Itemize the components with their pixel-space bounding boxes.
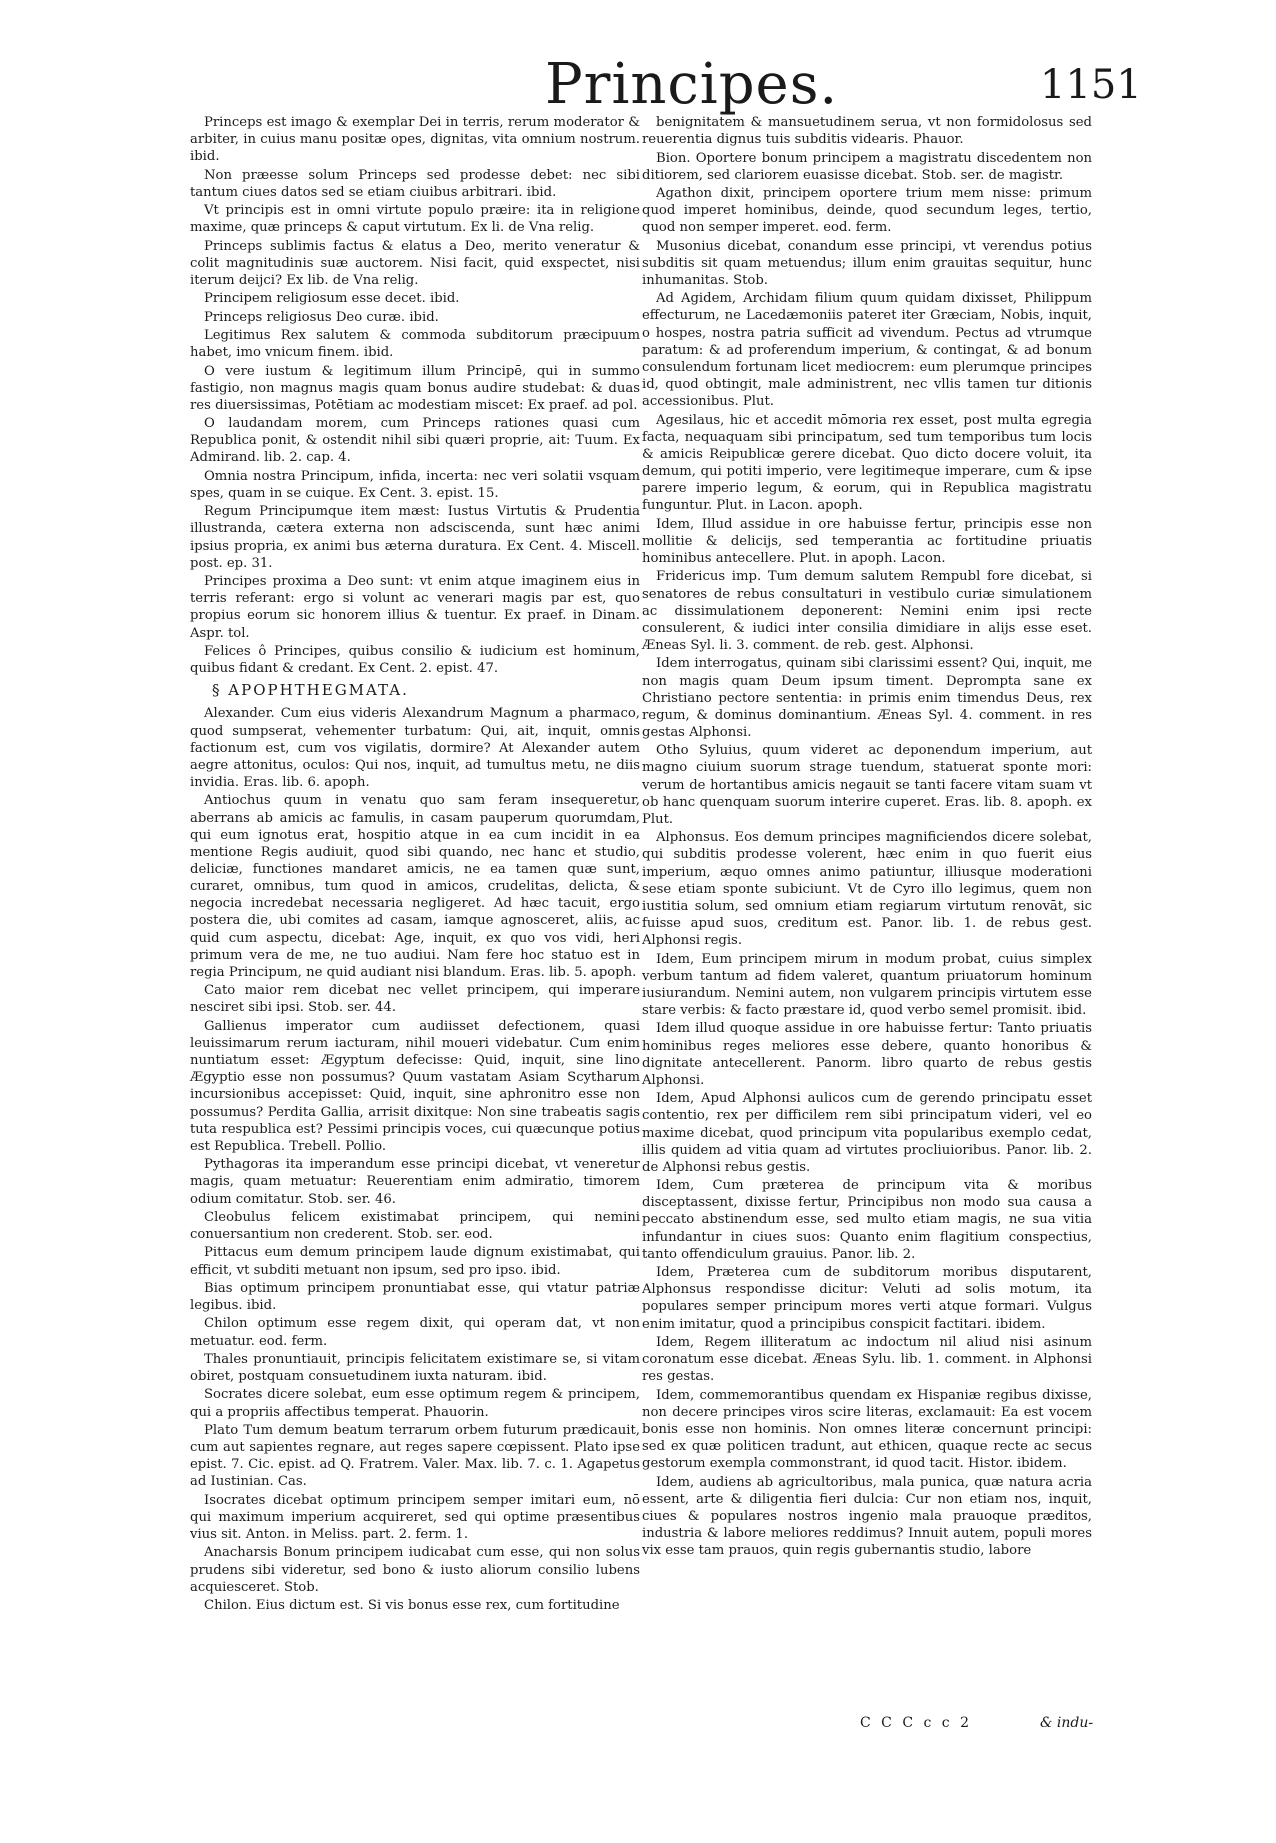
paragraph: Fridericus imp. Tum demum salutem Rempubl fore dicebat, si senatores de rebus consultaturi in vestibulo curiæ simulationem ac dissimulationem deponerent: Nemini enim ipsi recte consulerent, & iudici inter consilia dimidiare in alijs esse eset. Æneas Syl. li. 3. comment. de reb. gest. Alphonsi. <box>642 569 1092 653</box>
paragraph: Principem religiosum esse decet. ibid. <box>204 291 460 307</box>
paragraph: Chilon optimum esse regem dixit, qui operam dat, vt non metuatur. eod. ferm. <box>190 1316 640 1349</box>
paragraph: Idem, commemorantibus quendam ex Hispaniæ regibus dixisse, non decere principes viros scire literas, exclamauit: Ea est vocem bonis esse non hominis. Non omnes literæ concernunt principi: sed ex quæ politicen tradunt, aut ethicen, quaque recte ac secus gestorum exempla commonstrant, id quod tacit. Histor. ibidem. <box>642 1387 1092 1472</box>
paragraph: Cato maior rem dicebat nec vellet principem, qui imperare nesciret sibi ipsi. Stob. ser. 44. <box>190 983 640 1016</box>
page-number: 1151 <box>1040 62 1142 108</box>
page-title: Principes. <box>545 52 839 117</box>
paragraph: Omnia nostra Principum, infida, incerta: nec veri solatii vsquam spes, quam in se cuique. Ex Cent. 3. epist. 15. <box>190 468 640 501</box>
paragraph: Agathon dixit, principem oportere trium mem nisse: primum quod imperet hominibus, deinde, quod secundum leges, tertio, quod non semper imperet. eod. ferm. <box>642 186 1092 236</box>
paragraph: Gallienus imperator cum audiisset defectionem, quasi leuissimarum rerum iacturam, nihil moueri videbatur. Cum enim nuntiatum esset: Ægyptum defecisse: Quid, inquit, sine lino Ægyptio esse non possumus? Quum vastatam Asiam Scytharum incursionibus accepisset: Quid, inquit, sine aphronitro esse non possumus? Perdita Gallia, arrisit dixitque: Non sine trabeatis sagis tuta respublica est? Pessimi principis voces, cui quæcunque potius est Republica. Trebell. Pollio. <box>190 1018 640 1154</box>
paragraph: Idem interrogatus, quinam sibi clarissimi essent? Qui, inquit, me non magis quam Deum ipsum timent. Deprompta sane ex Christiano pectore sententia: in primis enim timendus Deus, rex regum, & dominus dominantium. Æneas Syl. 4. comment. in res gestas Alphonsi. <box>642 656 1092 740</box>
paragraph: Pythagoras ita imperandum esse principi dicebat, vt veneretur magis, quam metuatur: Reuerentiam enim admiratio, timorem odium comitatur. Stob. ser. 46. <box>190 1157 640 1207</box>
paragraph: Idem, Eum principem mirum in modum probat, cuius simplex verbum tantum ad fidem valeret, quantum priuatorum hominum iusiurandum. Nemini autem, non vulgarem principis virtutem esse stare verbis: & facto præstare id, quod verbo semel promisit. ibid. <box>642 951 1092 1019</box>
paragraph: Ad Agidem, Archidam filium quum quidam dixisset, Philippum effecturum, ne Lacedæmoniis pateret iter Græciam, Nobis, inquit, o hospes, nostra patria sufficit ad vivendum. Pectus ad vtrumque paratum: & ad proferendum imperium, & contingat, & ad bonum consulendum fortunam licet mediocrem: eum plerumque principes id, quod obtingit, male administrent, nec vllis tamen tur ditionis accessionibus. Plut. <box>642 291 1092 410</box>
paragraph: Idem, Cum præterea de principum vita & moribus disceptassent, dixisse fertur, Principibus non modo sua causa a peccato abstinendum esse, sed multo etiam magis, ne sua vitia infundantur in ciues suos: Quanto enim flagitium conspectius, tanto offendiculum grauius. Panor. lib. 2. <box>642 1178 1092 1262</box>
paragraph: O laudandam morem, cum Princeps rationes quasi cum Republica ponit, & ostendit nihil sibi quæri proprie, ait: Tuum. Ex Admirand. lib. 2. cap. 4. <box>190 416 640 466</box>
paragraph: Felices ô Principes, quibus consilio & iudicium est hominum, quibus fidant & credant. Ex Cent. 2. epist. 47. <box>190 643 640 677</box>
paragraph: Cleobulus felicem existimabat principem, qui nemini conuersantium non crederent. Stob. ser. eod. <box>190 1209 640 1243</box>
paragraph: Idem, Regem illiteratum ac indoctum nil aliud nisi asinum coronatum esse dicebat. Æneas Sylu. lib. 1. comment. in Alphonsi res gestas. <box>642 1334 1092 1385</box>
paragraph: Idem, audiens ab agricultoribus, mala punica, quæ natura acria essent, arte & diligentia fieri dulcia: Cur non etiam nos, inquit, ciues & populares nostros ingenio mala prauoque præditos, industria & labore meliores reddimus? Innuit autem, populi mores vix esse tam prauos, quin regis gubernantis studio, labore <box>642 1474 1092 1559</box>
paragraph: Principes proxima a Deo sunt: vt enim atque imaginem eius in terris referant: ergo si volunt ac venerari magis par est, quo propius eorum sic honorem illius & tuentur. Ex praef. in Dinam. Aspr. tol. <box>190 574 640 641</box>
paragraph: Non præesse solum Princeps sed prodesse debet: nec sibi tantum ciues datos sed se etiam ciuibus arbitrari. ibid. <box>190 167 640 200</box>
signature-mark: C C C c c 2 <box>860 1715 972 1731</box>
left-column <box>190 114 640 1615</box>
paragraph: O vere iustum & legitimum illum Principē, qui in summo fastigio, non magnus magis quam bonus audire studebat: & duas res diuersissimas, Potētiam ac modestiam miscet: Ex praef. ad pol. <box>190 363 640 413</box>
paragraph: Antiochus quum in venatu quo sam feram insequeretur, aberrans ab amicis ac famulis, in casam pauperum quorumdam, qui eum ignotus erat, hospitio atque in ea cum incidit in ea mentione Regis audiuit, quod sibi quando, nec hanc et studio, deliciæ, functiones mandaret amicis, ne ea tamen quæ sunt, curaret, omnibus, tum quod in amicos, crudelitas, delicta, & negocia incredebat necessaria negligeret. Ad hæc tacuit, ergo postera die, ubi comites ad casam, iamque agnosceret, aliis, ac quid cum aspectu, dicebat: Age, inquit, ex quo vos vidi, heri primum vera de me, ne tuo audiui. Nam fere hoc statuo est in regia Principum, ne quid audiant nisi blandum. Eras. lib. 5. apoph. <box>190 793 640 980</box>
paragraph: Idem, Illud assidue in ore habuisse fertur, principis esse non mollitie & delicijs, sed temperantia ac fortitudine priuatis hominibus antecellere. Plut. in apoph. Lacon. <box>642 516 1092 567</box>
paragraph: Bias optimum principem pronuntiabat esse, qui vtatur patriæ legibus. ibid. <box>190 1280 640 1314</box>
paragraph: Musonius dicebat, conandum esse principi, vt verendus potius subditis sit quam metuendus; illum enim grauitas sequitur, hunc inhumanitas. Stob. <box>642 238 1092 288</box>
paragraph: Princeps religiosus Deo curæ. ibid. <box>204 309 439 325</box>
paragraph: Idem, Præterea cum de subditorum moribus disputarent, Alphonsus respondisse dicitur: Veluti ad solis motum, ita populares semper principum mores verti atque formari. Vulgus enim imitatur, quod a principibus conspicit factitari. ibidem. <box>642 1265 1092 1332</box>
paragraph: Otho Syluius, quum videret ac deponendum imperium, aut magno ciuium suorum strage tuendum, statuerat sponte mori: verum de hortantibus amicis negauit se tanti facere vitam suam vt ob hanc quenquam suorum interire cuperet. Eras. lib. 8. apoph. ex Plut. <box>642 743 1092 827</box>
paragraph: Princeps est imago & exemplar Dei in terris, rerum moderator & arbiter, in cuius manu positæ opes, dignitas, vita omnium nostrum. ibid. <box>190 115 640 165</box>
catchword: & indu- <box>1040 1715 1094 1731</box>
paragraph: Regum Principumque item mæst: Iustus Virtutis & Prudentia illustranda, cætera externa non adsciscenda, sunt hæc animi ipsius propria, ex animi bus æterna duratura. Ex Cent. 4. Miscell. post. ep. 31. <box>190 504 640 571</box>
paragraph: Anacharsis Bonum principem iudicabat cum esse, qui non solus prudens sibi videretur, sed bono & iusto aliorum consilio lubens acquiesceret. Stob. <box>190 1545 640 1595</box>
paragraph: Agesilaus, hic et accedit mōmoria rex esset, post multa egregia facta, nequaquam sibi principatum, sed tum temporibus tum locis & amicis Reipublicæ gerere dicebat. Quo dicto docere voluit, ita demum, qui potiti imperio, vere legitimeque imperare, cum & ipse parere imperio legum, & eorum, qui in Republica magistratu funguntur. Plut. in Lacon. apoph. <box>642 412 1092 514</box>
paragraph: Princeps sublimis factus & elatus a Deo, merito veneratur & colit magnitudinis suæ auctorem. Nisi facit, quid exspectet, nisi iterum deijci? Ex lib. de Vna relig. <box>190 238 640 288</box>
paragraph: Idem illud quoque assidue in ore habuisse fertur: Tanto priuatis hominibus reges meliores esse debere, quanto honoribus & dignitate antecellerent. Panorm. libro quarto de rebus gestis Alphonsi. <box>642 1021 1092 1088</box>
paragraph: Bion. Oportere bonum principem a magistratu discedentem non ditiorem, sed clariorem euasisse dicebat. Stob. ser. de magistr. <box>642 150 1092 183</box>
paragraph: Chilon. Eius dictum est. Si vis bonus esse rex, cum fortitudine <box>204 1598 620 1613</box>
paragraph: Alphonsus. Eos demum principes magnificiendos dicere solebat, qui subditis prodesse volerent, hæc enim in quo fuerit eius imperium, æquo omnes animo patiuntur, illiusque moderationi sese etiam sponte subiciunt. Vt de Cyro illo legimus, quem non iustitia solum, sed omnium etiam regiarum virtutum renovāt, sic fuisse apud suos, creditum est. Panor. lib. 1. de rebus gest. Alphonsi regis. <box>642 830 1092 949</box>
paragraph: Plato Tum demum beatum terrarum orbem futurum prædicauit, cum aut sapientes regnare, aut reges sapere cœpissent. Plato ipse epist. 7. Cic. epist. ad Q. Fratrem. Valer. Max. lib. 7. c. 1. Agapetus ad Iustinian. Cas. <box>190 1422 640 1490</box>
paragraph: Socrates dicere solebat, eum esse optimum regem & principem, qui a propriis affectibus temperat. Phauorin. <box>190 1387 640 1420</box>
paragraph: Pittacus eum demum principem laude dignum existimabat, qui efficit, vt subditi metuant non ipsum, sed pro ipso. ibid. <box>190 1245 640 1278</box>
paragraph: Alexander. Cum eius videris Alexandrum Magnum a pharmaco, quod sumpserat, vehementer turbatum: Qui, ait, inquit, omnis factionum est, cum vos vigilatis, dormire? At Alexander autem aegre attonitus, oculos: Qui nos, inquit, ad tumultus metu, ne diis invidia. Eras. lib. 6. apoph. <box>190 706 640 791</box>
paragraph: Thales pronuntiauit, principis felicitatem existimare se, si vitam obiret, postquam consuetudinem iuxta naturam. ibid. <box>190 1351 640 1385</box>
paragraph: Legitimus Rex salutem & commoda subditorum præcipuum habet, imo vnicum finem. ibid. <box>190 328 640 361</box>
paragraph: Vt principis est in omni virtute populo præire: ita in religione maxime, quæ princeps & caput virtutum. Ex li. de Vna relig. <box>190 203 640 236</box>
right-column <box>642 114 1092 1561</box>
paragraph: Idem, Apud Alphonsi aulicos cum de gerendo principatu esset contentio, rex per difficilem rem sibi principatum videri, vel eo maxime dicebat, quod principum vita popularibus exemplo cedat, illis quidem ad vitia quam ad virtutes procliuioribus. Panor. lib. 2. de Alphonsi rebus gestis. <box>642 1091 1092 1175</box>
section-heading: § APOPHTHEGMATA. <box>212 681 409 700</box>
paragraph: Isocrates dicebat optimum principem semper imitari eum, nō qui maximum imperium acquireret, sed qui optime præsentibus vius sit. Anton. in Meliss. part. 2. ferm. 1. <box>190 1492 640 1542</box>
page-footer <box>0 1715 1276 1739</box>
paragraph: benignitatem & mansuetudinem serua, vt non formidolosus sed reuerentia dignus tuis subditis videaris. Phauor. <box>642 115 1092 148</box>
